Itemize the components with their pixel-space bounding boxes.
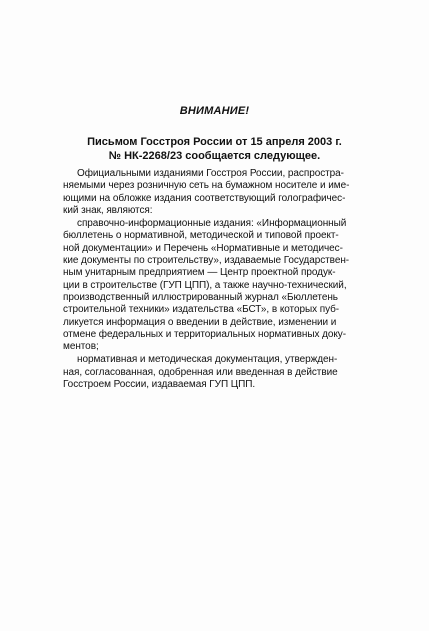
paragraph-line: ликуется информация о введении в действие, изменении и	[63, 316, 337, 328]
notice-heading: ВНИМАНИЕ!	[179, 105, 250, 117]
paragraph-line: ная, согласованная, одобренная или введенная в действие	[63, 366, 338, 378]
paragraph-line: ментов;	[63, 341, 99, 353]
subtitle-line-1: Письмом Госстроя России от 15 апреля 2003 г.	[87, 136, 342, 148]
paragraph-line: ющими на обложке издания соответствующий голографичес-	[63, 192, 346, 204]
subtitle-line-2: № НК-2268/23 сообщается следующее.	[108, 150, 321, 162]
paragraph-line: няемыми через розничную сеть на бумажном носителе и име-	[63, 180, 350, 192]
paragraph-reference-editions	[63, 218, 368, 354]
paragraph-line: отмене федеральных и территориальных нормативных доку-	[63, 329, 347, 341]
paragraph-line: Официальными изданиями Госстроя России, распростра-	[77, 168, 344, 179]
paragraph-line: кий знак, являются:	[63, 205, 153, 217]
paragraph-line: кие документы по строительству», издаваемые Государствен-	[63, 255, 350, 266]
paragraph-line: бюллетень о нормативной, методической и типовой проект-	[63, 230, 339, 242]
paragraph-line: Госстроем России, издаваемая ГУП ЦПП.	[63, 379, 256, 391]
paragraph-line: ным унитарным предприятием — Центр проектной продук-	[63, 267, 336, 279]
paragraph-line: производственный иллюстрированный журнал «Бюллетень	[63, 292, 338, 304]
paragraph-line: нормативная и методическая документация, утвержден-	[77, 354, 338, 366]
paragraph-official-editions	[63, 168, 368, 217]
paragraph-line: строительной техники» издательства «БСТ», в которых пуб-	[63, 304, 340, 316]
notice-subtitle	[0, 135, 429, 163]
paragraph-line: справочно-информационные издания: «Информационный	[77, 217, 347, 229]
paragraph-normative-documentation	[63, 354, 368, 391]
notice-body	[63, 168, 368, 392]
paragraph-line: ной документации» и Перечень «Нормативные и методичес-	[63, 242, 343, 254]
paragraph-line: ции в строительстве (ГУП ЦПП), а также научно-технический,	[63, 279, 347, 291]
